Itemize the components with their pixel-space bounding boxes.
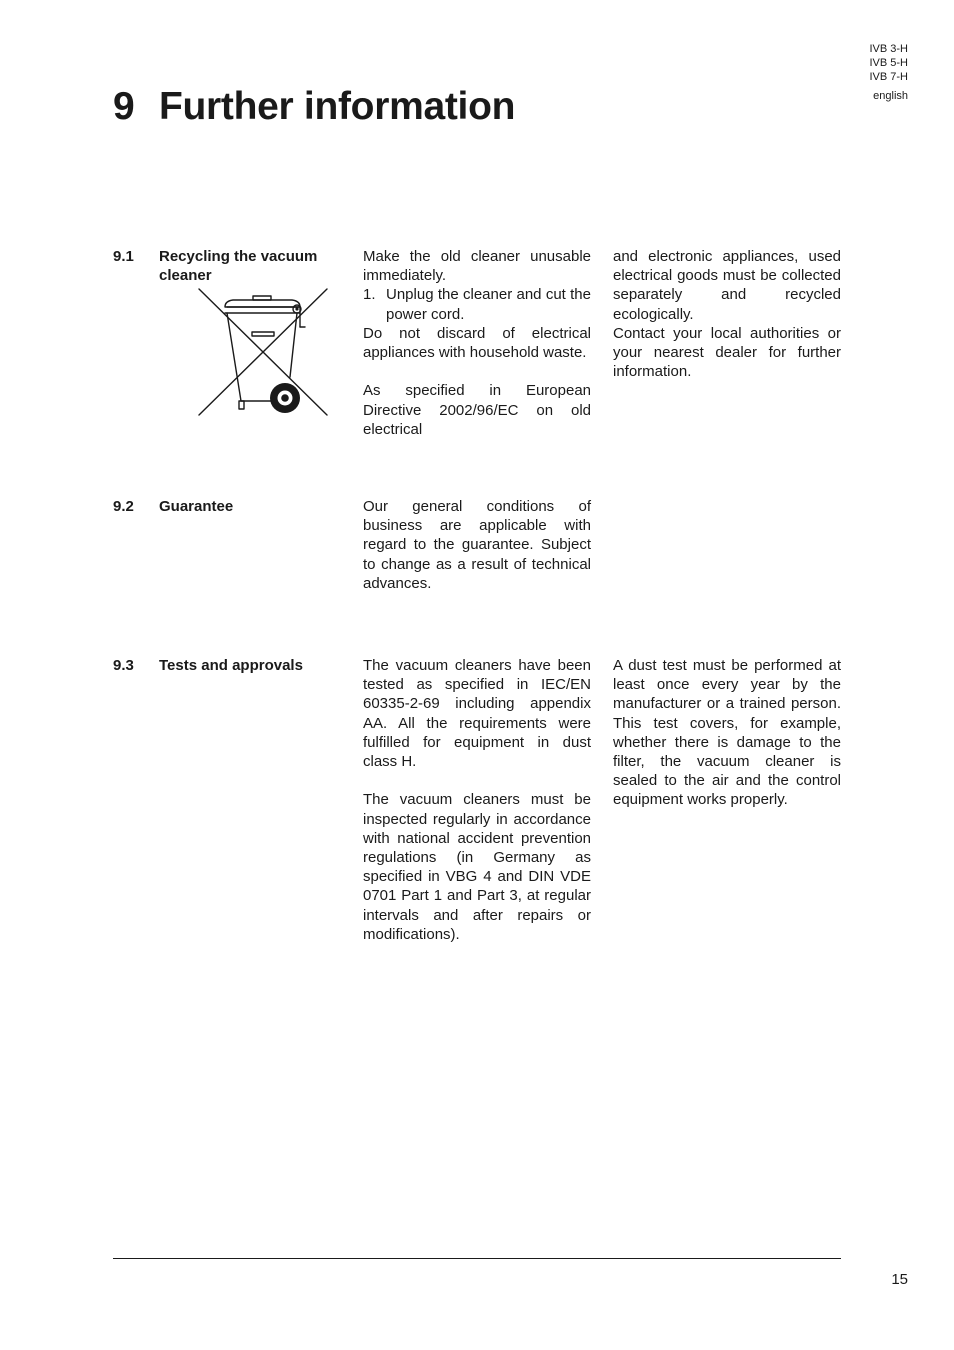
paragraph: Do not discard of electrical appliances with household waste.: [363, 324, 591, 362]
section-body-column-1: [363, 247, 591, 439]
section-number: 9.2: [113, 498, 134, 515]
paragraph: Our general conditions of business are applicable with regard to the guarantee. Subject to change as a result of technical advances.: [363, 498, 591, 592]
section-title: Recycling the vacuum cleaner: [159, 248, 318, 285]
chapter-title: Further information: [159, 85, 516, 128]
section-body-column-2: [613, 247, 841, 381]
paragraph: As specified in European Directive 2002/96/EC on old electrical: [363, 382, 591, 438]
section-number: 9.3: [113, 657, 134, 674]
paragraph: Contact your local authorities or your nearest dealer for further information.: [613, 324, 841, 381]
section-number: 9.1: [113, 248, 134, 265]
paragraph: The vacuum cleaners must be inspected regularly in accordance with national accident prevention regulations (in Germany as specified in VBG 4 and DIN VDE 0701 Part 1 and Part 3, at regular intervals and after repairs or modifications).: [363, 791, 591, 943]
section-body-column-1: [363, 497, 591, 593]
section-body-column-1: [363, 656, 591, 944]
list-item-text: Unplug the cleaner and cut the power cord.: [386, 286, 591, 323]
list-item-number: 1.: [363, 286, 376, 304]
chapter-number: 9: [113, 85, 135, 128]
list-item: [363, 285, 591, 323]
model-name: IVB 5-H: [869, 57, 908, 69]
chapter-heading: [113, 82, 515, 132]
page-number: 15: [891, 1271, 908, 1288]
section-title: Tests and approvals: [159, 657, 303, 674]
crossed-out-wheelie-bin-icon: [196, 287, 330, 418]
section-title: Guarantee: [159, 498, 234, 515]
model-name: IVB 7-H: [869, 71, 908, 83]
model-name: IVB 3-H: [869, 43, 908, 55]
paragraph: Make the old cleaner unusable immediately.: [363, 248, 591, 285]
model-list: [869, 42, 908, 84]
paragraph: A dust test must be performed at least once every year by the manufacturer or a trained person. This test covers, for example, whether there is damage to the filter, the vacuum cleaner is sealed to the air and the control equipment works properly.: [613, 657, 841, 809]
section-body-column-2: [613, 656, 841, 810]
paragraph: and electronic appliances, used electrical goods must be collected separately and recycled ecologically.: [613, 248, 841, 323]
footer-rule: [113, 1258, 841, 1259]
paragraph: The vacuum cleaners have been tested as specified in IEC/EN 60335-2-69 including appendix AA. All the requirements were fulfilled for equipment in dust class H.: [363, 657, 591, 771]
language-label: english: [873, 90, 908, 102]
